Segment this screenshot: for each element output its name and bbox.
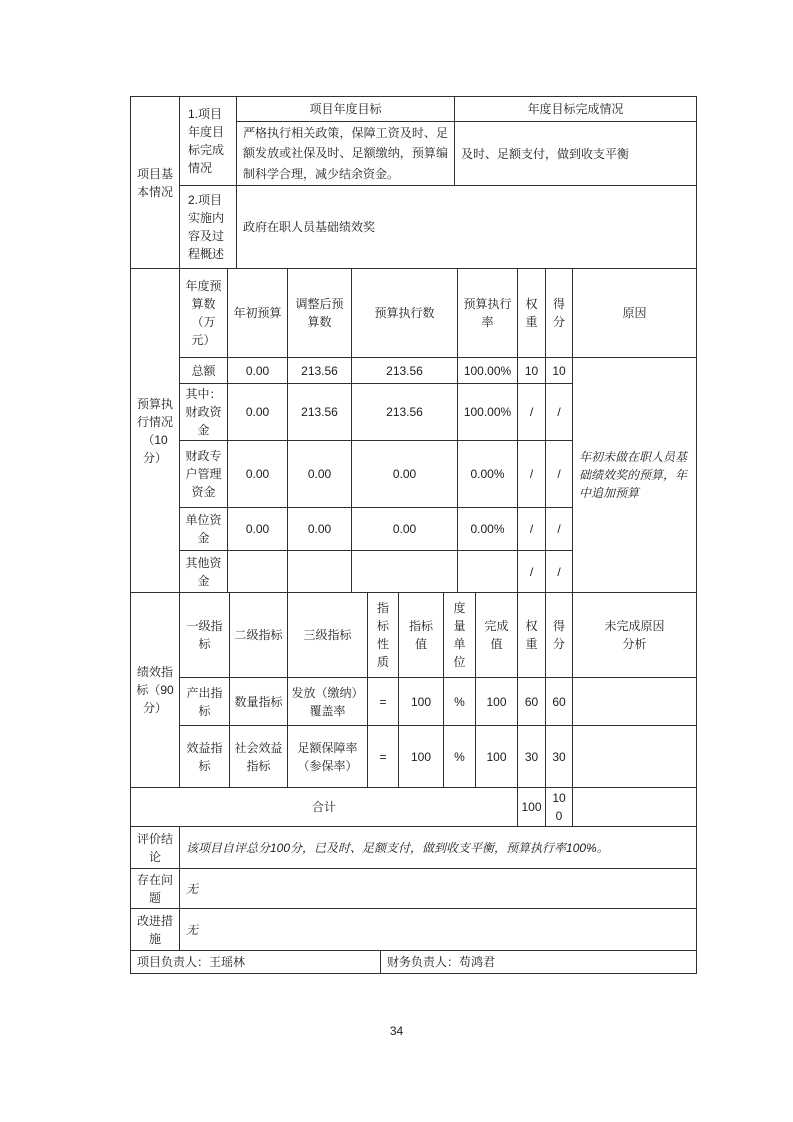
budget-initial-cell: 0.00 xyxy=(228,384,288,441)
goal-row-label xyxy=(180,97,237,186)
indicator-header-target-text: 指标值 xyxy=(408,619,433,652)
budget-initial-cell: 0.00 xyxy=(228,441,288,508)
budget-header-annual: 年度预算数（万元） xyxy=(180,269,228,358)
budget-section-label: 预算执行情况（10分） xyxy=(131,269,180,593)
indicator-header-level3: 三级指标 xyxy=(288,593,368,678)
budget-row-label: 总额 xyxy=(180,358,228,384)
budget-score-cell: / xyxy=(546,551,573,593)
indicator-header-nature-text: 指标性质 xyxy=(376,601,389,670)
indicator-row-output xyxy=(131,678,697,726)
budget-row-total xyxy=(131,358,697,384)
indicator-level2-cell: 数量指标 xyxy=(230,678,288,726)
budget-row-label: 其他资金 xyxy=(180,551,228,593)
budget-score-cell: / xyxy=(546,384,573,441)
improvements-text: 无 xyxy=(180,909,697,951)
budget-executed-cell: 213.56 xyxy=(352,384,458,441)
budget-weight-cell: 10 xyxy=(518,358,546,384)
indicator-level3-cell: 发放（缴纳）覆盖率 xyxy=(288,678,368,726)
indicator-score-cell: 60 xyxy=(546,678,573,726)
budget-initial-cell xyxy=(228,551,288,593)
annual-goal-text: 严格执行相关政策，保障工资及时、足额发放或社保及时、足额缴纳，预算编制科学合理，减少结余资金。 xyxy=(237,122,455,186)
indicator-header-unit-text: 度量单位 xyxy=(453,601,466,670)
indicator-row-benefit xyxy=(131,726,697,788)
indicator-header-analysis xyxy=(573,593,697,678)
basic-info-section-label: 项目基本情况 xyxy=(131,97,180,269)
budget-rate-cell xyxy=(458,551,518,593)
indicator-level3-cell: 足额保障率（参保率） xyxy=(288,726,368,788)
budget-rate-cell: 100.00% xyxy=(458,358,518,384)
indicator-unit-cell: % xyxy=(444,726,476,788)
budget-rate-cell: 0.00% xyxy=(458,508,518,551)
budget-row-label: 其中：财政资金 xyxy=(180,384,228,441)
budget-weight-cell: / xyxy=(518,441,546,508)
budget-score-cell: / xyxy=(546,508,573,551)
budget-header-reason: 原因 xyxy=(573,269,697,358)
page-number: 34 xyxy=(389,1024,404,1038)
indicators-band xyxy=(130,592,697,827)
budget-score-cell: / xyxy=(546,441,573,508)
finance-lead-cell: 财务负责人：苟鸿君 xyxy=(381,951,697,974)
indicator-header-target xyxy=(399,593,444,678)
improvements-row xyxy=(131,909,697,951)
budget-executed-cell: 213.56 xyxy=(352,358,458,384)
indicator-header-actual: 完成值 xyxy=(476,593,518,678)
budget-adjusted-cell: 213.56 xyxy=(288,384,352,441)
budget-weight-cell: / xyxy=(518,384,546,441)
indicator-header-weight: 权重 xyxy=(518,593,546,678)
indicator-header-unit xyxy=(444,593,476,678)
project-lead-cell: 项目负责人：王瑶林 xyxy=(131,951,381,974)
indicator-actual-cell: 100 xyxy=(476,678,518,726)
improvements-label: 改进措施 xyxy=(131,909,180,951)
signatures-row xyxy=(131,951,697,974)
indicator-header-level2: 二级指标 xyxy=(230,593,288,678)
indicator-total-row xyxy=(131,788,697,827)
budget-initial-cell: 0.00 xyxy=(228,508,288,551)
indicator-header-nature xyxy=(368,593,399,678)
indicator-weight-cell: 30 xyxy=(518,726,546,788)
budget-row-label: 单位资金 xyxy=(180,508,228,551)
indicator-target-cell: 100 xyxy=(399,726,444,788)
indicator-header-level1: 一级指标 xyxy=(180,593,230,678)
indicator-analysis-cell xyxy=(573,726,697,788)
budget-header-initial: 年初预算 xyxy=(228,269,288,358)
total-score: 100 xyxy=(546,788,573,827)
budget-executed-cell xyxy=(352,551,458,593)
impl-row-label xyxy=(180,186,237,269)
completion-header: 年度目标完成情况 xyxy=(455,97,697,122)
budget-reason-cell: 年初未做在职人员基础绩效奖的预算，年中追加预算 xyxy=(573,358,697,593)
indicator-score-cell: 30 xyxy=(546,726,573,788)
budget-adjusted-cell: 0.00 xyxy=(288,441,352,508)
indicator-nature-cell: = xyxy=(368,678,399,726)
indicator-header-analysis-text: 未完成原因分析 xyxy=(604,619,665,652)
annual-goal-header: 项目年度目标 xyxy=(237,97,455,122)
problems-row xyxy=(131,869,697,909)
goal-row-label-text: 1.项目年度目标完成情况 xyxy=(188,107,225,176)
budget-header-score: 得分 xyxy=(546,269,573,358)
conclusion-row xyxy=(131,827,697,869)
budget-executed-cell: 0.00 xyxy=(352,441,458,508)
problems-label: 存在问题 xyxy=(131,869,180,909)
signatures-band xyxy=(130,950,697,974)
budget-row-label: 财政专户管理资金 xyxy=(180,441,228,508)
indicator-level2-cell: 社会效益指标 xyxy=(230,726,288,788)
budget-adjusted-cell: 213.56 xyxy=(288,358,352,384)
budget-band xyxy=(130,268,697,593)
impl-text: 政府在职人员基础绩效奖 xyxy=(237,186,697,269)
indicator-actual-cell: 100 xyxy=(476,726,518,788)
conclusion-text: 该项目自评总分100分，已及时、足额支付，做到收支平衡，预算执行率100%。 xyxy=(180,827,697,869)
total-label: 合计 xyxy=(131,788,518,827)
impl-row-label-text: 2.项目实施内容及过程概述 xyxy=(188,193,225,262)
basic-info-band xyxy=(130,96,697,269)
budget-header-rate: 预算执行率 xyxy=(458,269,518,358)
indicator-unit-cell: % xyxy=(444,678,476,726)
budget-executed-cell: 0.00 xyxy=(352,508,458,551)
indicator-level1-cell: 产出指标 xyxy=(180,678,230,726)
completion-text: 及时、足额支付，做到收支平衡 xyxy=(455,122,697,186)
budget-adjusted-cell xyxy=(288,551,352,593)
indicator-weight-cell: 60 xyxy=(518,678,546,726)
budget-score-cell: 10 xyxy=(546,358,573,384)
evaluation-table xyxy=(130,96,697,974)
budget-adjusted-cell: 0.00 xyxy=(288,508,352,551)
conclusion-label: 评价结论 xyxy=(131,827,180,869)
total-weight: 100 xyxy=(518,788,546,827)
problems-text: 无 xyxy=(180,869,697,909)
budget-header-executed: 预算执行数 xyxy=(352,269,458,358)
summary-band xyxy=(130,826,697,951)
indicator-nature-cell: = xyxy=(368,726,399,788)
budget-initial-cell: 0.00 xyxy=(228,358,288,384)
budget-rate-cell: 100.00% xyxy=(458,384,518,441)
indicator-target-cell: 100 xyxy=(399,678,444,726)
budget-header-weight: 权重 xyxy=(518,269,546,358)
indicator-header-score: 得分 xyxy=(546,593,573,678)
indicator-analysis-cell xyxy=(573,678,697,726)
indicators-section-label: 绩效指标（90分） xyxy=(131,593,180,788)
indicator-level1-cell: 效益指标 xyxy=(180,726,230,788)
budget-header-adjusted: 调整后预算数 xyxy=(288,269,352,358)
budget-weight-cell: / xyxy=(518,508,546,551)
budget-weight-cell: / xyxy=(518,551,546,593)
budget-rate-cell: 0.00% xyxy=(458,441,518,508)
total-analysis xyxy=(573,788,697,827)
